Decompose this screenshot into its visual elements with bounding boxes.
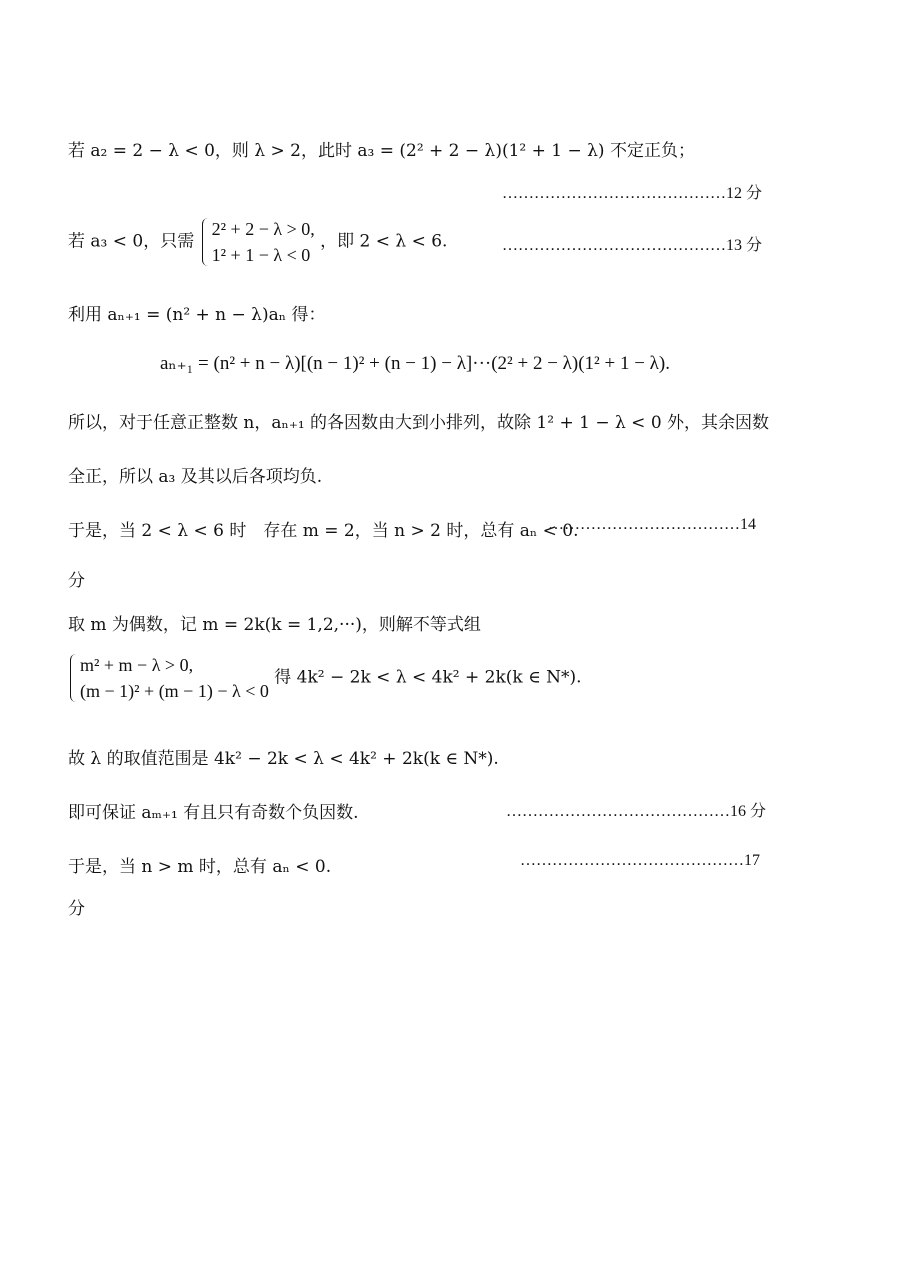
line-11	[68, 798, 359, 823]
system-1-row-1: 2² + 2 − λ > 0,	[211, 219, 315, 239]
line-9-post: 得 4k² − 2k < λ < 4k² + 2k(k ∈ N*).	[274, 667, 582, 688]
line-7-text: 于是，当 2 < λ < 6 时 存在 m = 2，当 n > 2 时，总有 aₙ < 0.	[68, 521, 579, 541]
score-14: ………………………………14	[548, 516, 756, 533]
system-1-row-2: 1² + 1 − λ < 0	[211, 245, 311, 265]
score-12: ……………………………………12 分	[502, 185, 763, 202]
system-2-row-1: m² + m − λ > 0,	[80, 655, 194, 675]
line-4-formula	[160, 352, 670, 375]
score-17-unit: 分	[68, 899, 85, 919]
line-1-text: 若 a₂ = 2 − λ < 0，则 λ > 2，此时 a₃ = (2² + 2 − λ)(1² + 1 − λ) 不定正负；	[68, 141, 695, 161]
score-13: ……………………………………13 分	[502, 237, 763, 254]
line-1	[68, 136, 695, 161]
line-3-text: 利用 aₙ₊₁ = (n² + n − λ)aₙ 得：	[68, 305, 326, 325]
line-12	[68, 852, 331, 877]
score-17: ……………………………………17	[520, 852, 760, 869]
line-5	[68, 408, 769, 433]
line-5-text: 所以，对于任意正整数 n，aₙ₊₁ 的各因数由大到小排列，故除 1² + 1 − λ < 0 外，其余因数	[68, 413, 770, 433]
system-2-row-2: (m − 1)² + (m − 1) − λ < 0	[80, 681, 269, 701]
line-11-text: 即可保证 aₘ₊₁ 有且只有奇数个负因数.	[68, 803, 359, 823]
line-3	[68, 300, 325, 325]
line-2-pre: 若 a₃ < 0，只需	[68, 231, 195, 252]
line-6-text: 全正，所以 a₃ 及其以后各项均负.	[68, 467, 323, 487]
score-14-unit: 分	[68, 571, 85, 591]
line-12-text: 于是，当 n > m 时，总有 aₙ < 0.	[68, 857, 332, 877]
line-8-text: 取 m 为偶数，记 m = 2k(k = 1,2,···)，则解不等式组	[68, 615, 481, 635]
line-2	[68, 216, 447, 268]
line-8	[68, 610, 481, 635]
line-10	[68, 744, 499, 769]
score-16: ……………………………………16 分	[506, 803, 767, 820]
line-10-text: 故 λ 的取值范围是 4k² − 2k < λ < 4k² + 2k(k ∈ N*).	[68, 749, 499, 769]
line-9	[68, 652, 582, 704]
line-6	[68, 462, 322, 487]
line-4-text: aₙ₊₁ = (n² + n − λ)[(n − 1)² + (n − 1) − λ]···(2² + 2 − λ)(1² + 1 − λ).	[160, 353, 670, 374]
system-2	[68, 652, 269, 704]
line-2-post: ，即 2 < λ < 6.	[320, 231, 448, 252]
line-7	[68, 516, 579, 541]
system-1	[200, 216, 315, 268]
